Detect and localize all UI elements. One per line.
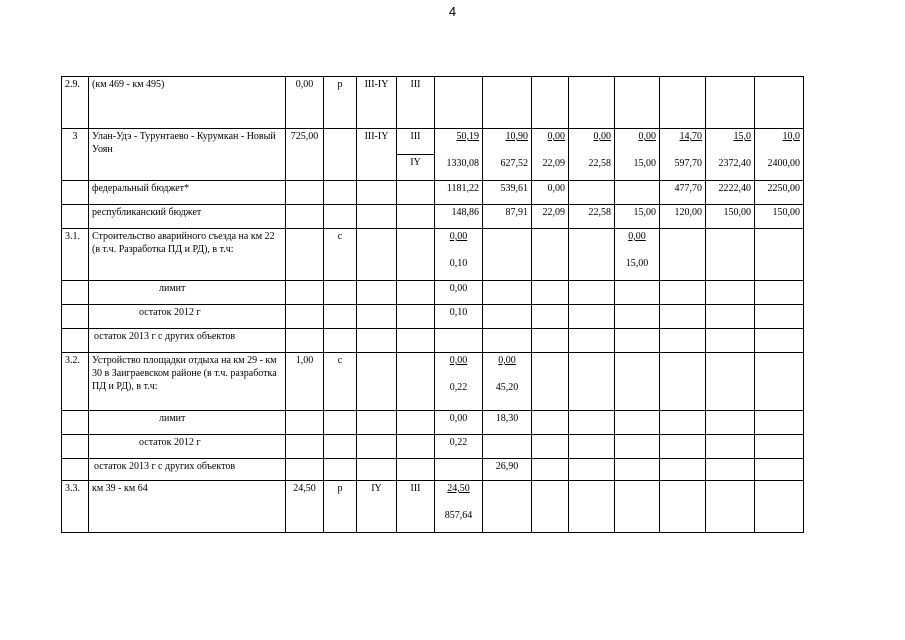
value-cost: 539,61: [483, 181, 532, 205]
work-type: р: [324, 481, 357, 533]
object-name: км 39 - км 64: [89, 481, 286, 533]
object-name: остаток 2012 г: [89, 305, 286, 329]
value-cost: 148,86: [435, 205, 483, 229]
value-length: 0,00: [449, 231, 468, 242]
value-length: 0,00: [593, 131, 611, 142]
value-cost: 627,52: [500, 158, 528, 169]
value-length: 0,00: [638, 131, 656, 142]
table-row: [62, 353, 804, 411]
object-name: остаток 2012 г: [89, 435, 286, 459]
category-after: III: [397, 481, 435, 533]
length-km: 0,00: [286, 77, 324, 129]
object-name: (км 469 - км 495): [89, 77, 286, 129]
table-row: [62, 411, 804, 435]
table-row: [62, 305, 804, 329]
value-cost: 15,00: [633, 158, 656, 169]
work-type: с: [324, 229, 357, 281]
value-cost: 0,10: [449, 258, 468, 269]
work-type: р: [324, 77, 357, 129]
row-number: 3.2.: [62, 353, 89, 411]
table-row: [62, 329, 804, 353]
object-name: остаток 2013 г с других объектов: [89, 329, 286, 353]
value-cost: 857,64: [444, 510, 473, 521]
object-name: республиканский бюджет: [89, 205, 286, 229]
category-before: III-IY: [357, 77, 397, 129]
value-cost: 22,09: [542, 158, 565, 169]
value-cost: 15,00: [625, 258, 649, 269]
category-before: IY: [357, 481, 397, 533]
value-length: 10,90: [505, 131, 528, 142]
row-number: 3.3.: [62, 481, 89, 533]
row-number: 3.1.: [62, 229, 89, 281]
table-row: [62, 181, 804, 205]
value-cost: 0,22: [435, 435, 483, 459]
object-name: Улан-Удэ - Турунтаево - Курумкан - Новый Уоян: [89, 129, 286, 181]
value-cost: 0,10: [435, 305, 483, 329]
row-number: 2.9.: [62, 77, 89, 129]
value-cost: 22,58: [588, 158, 611, 169]
category-after-alt: IY: [397, 154, 434, 170]
object-name: остаток 2013 г с других объектов: [89, 459, 286, 481]
value-length: 0,00: [449, 355, 468, 366]
table-row: [62, 205, 804, 229]
length-km: 1,00: [286, 353, 324, 411]
category-before: III-IY: [357, 129, 397, 181]
value-cost: 1330,08: [446, 158, 479, 169]
value-cost: 0,00: [532, 181, 569, 205]
value-length: 50,19: [456, 131, 479, 142]
table-row: [62, 229, 804, 281]
category-after: III: [410, 131, 421, 142]
length-km: 24,50: [286, 481, 324, 533]
value-cost: 2250,00: [755, 181, 804, 205]
object-name: Строительство аварийного съезда на км 22 (в т.ч. Разработка ПД и РД), в т.ч:: [89, 229, 286, 281]
value-cost: 1181,22: [435, 181, 483, 205]
value-cost: 120,00: [660, 205, 706, 229]
value-cost: 87,91: [483, 205, 532, 229]
value-cost: 22,58: [569, 205, 615, 229]
object-name: лимит: [89, 411, 286, 435]
row-number: 3: [62, 129, 89, 181]
value-cost: 45,20: [495, 382, 519, 393]
value-cost: 150,00: [706, 205, 755, 229]
value-cost: 0,22: [449, 382, 468, 393]
length-km: 725,00: [286, 129, 324, 181]
table-row: [62, 77, 804, 129]
value-length: 24,50: [447, 483, 470, 494]
value-cost: 26,90: [483, 459, 532, 481]
table-row: [62, 129, 804, 181]
page-number: 4: [448, 4, 457, 19]
value-length: 10,0: [782, 131, 800, 142]
object-name: федеральный бюджет*: [89, 181, 286, 205]
value-cost: 2372,40: [718, 158, 751, 169]
value-cost: 2222,40: [706, 181, 755, 205]
category-after: III: [397, 77, 435, 129]
object-name: Устройство площадки отдыха на км 29 - км 30 в Заиграевском районе (в т.ч. разработка ПД и РД), в т.ч:: [89, 353, 286, 411]
value-cost: 0,00: [435, 411, 483, 435]
value-length: 15,0: [733, 131, 751, 142]
road-works-table: [61, 76, 804, 533]
value-cost: 0,00: [435, 281, 483, 305]
value-length: 14,70: [679, 131, 702, 142]
value-cost: 2400,00: [767, 158, 800, 169]
value-cost: 22,09: [532, 205, 569, 229]
value-cost: 150,00: [755, 205, 804, 229]
value-length: 0,00: [628, 231, 646, 242]
object-name: лимит: [89, 281, 286, 305]
value-cost: 15,00: [615, 205, 660, 229]
table-row: [62, 481, 804, 533]
value-length: 0,00: [498, 355, 516, 366]
value-cost: 18,30: [483, 411, 532, 435]
table-row: [62, 459, 804, 481]
value-length: 0,00: [547, 131, 565, 142]
value-cost: 597,70: [674, 158, 702, 169]
value-cost: 477,70: [660, 181, 706, 205]
table-row: [62, 281, 804, 305]
table-row: [62, 435, 804, 459]
work-type: с: [324, 353, 357, 411]
